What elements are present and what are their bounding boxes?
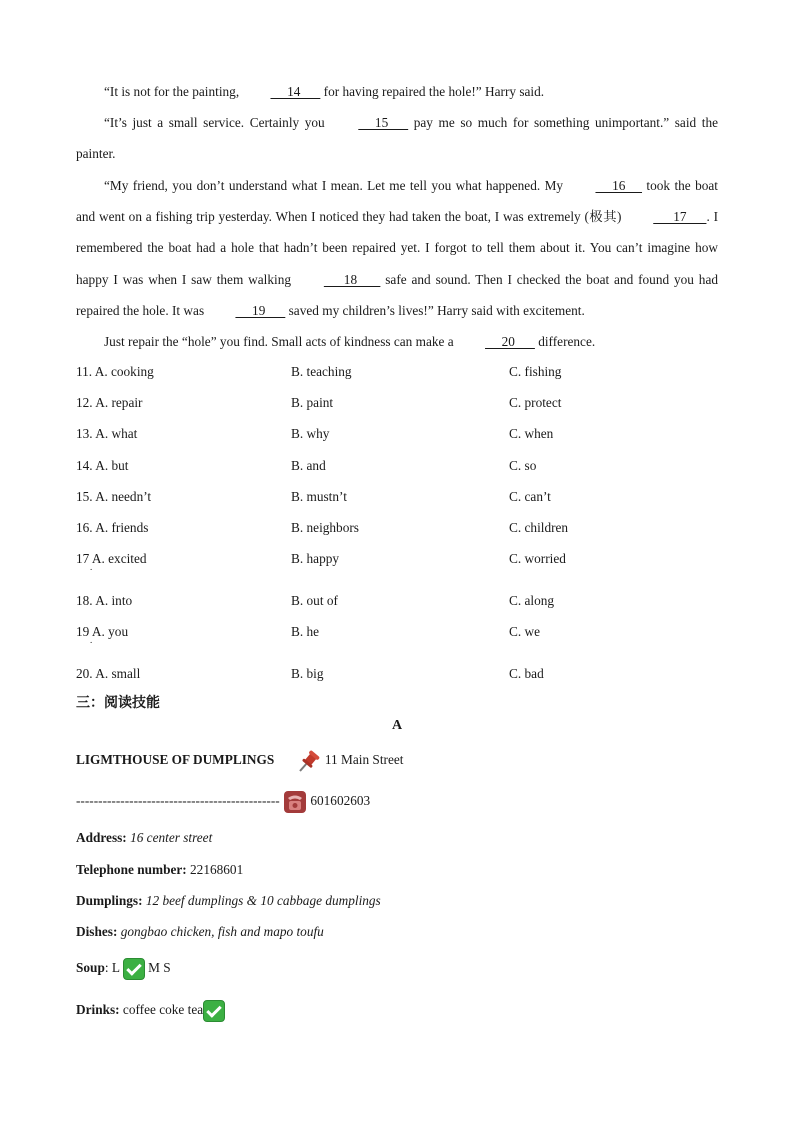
- question-17-options: [76, 549, 718, 572]
- dumplings-line: [76, 891, 381, 911]
- blank-15: 15: [358, 115, 409, 130]
- passage-text: for having repaired the hole!” Harry said.: [320, 84, 545, 99]
- option-c: C. protect: [509, 395, 562, 410]
- passage-text: “It is not for the painting,: [104, 84, 243, 99]
- blank-20: 20: [485, 334, 535, 349]
- soup-line: [76, 955, 171, 981]
- question-14-options: [76, 456, 718, 476]
- question-20-options: [76, 664, 718, 684]
- telephone-label: Telephone number:: [76, 862, 187, 877]
- dishes-line: [76, 922, 324, 942]
- question-12-options: [76, 393, 718, 413]
- telephone-icon: [283, 790, 307, 814]
- pushpin-icon: [296, 748, 322, 774]
- drinks-line: [76, 997, 225, 1023]
- option-a: 16. A. friends: [76, 520, 149, 535]
- option-b: B. neighbors: [291, 520, 359, 535]
- divider-dashes: ----------------------------------------------: [76, 793, 280, 808]
- passage-text: “It’s just a small service. Certainly you: [104, 115, 331, 130]
- drinks-value: coffee coke tea: [122, 1002, 204, 1017]
- option-c: C. children: [509, 520, 569, 535]
- check-mark-icon: [203, 1000, 225, 1022]
- passage-text: “My friend, you don’t understand what I mean. Let me tell you what happened. My: [104, 178, 568, 193]
- telephone-value: 22168601: [190, 862, 244, 877]
- soup-size-ms: M S: [148, 960, 171, 975]
- option-b: B. why: [291, 426, 330, 441]
- option-b: B. he: [291, 624, 320, 639]
- option-a: 14. A. but: [76, 458, 129, 473]
- restaurant-name: LIGMTHOUSE OF DUMPLINGS: [76, 752, 275, 767]
- stray-dot: .: [90, 635, 93, 645]
- phone-number: 601602603: [310, 793, 371, 808]
- blank-17: 17: [653, 209, 707, 225]
- stray-dot: .: [90, 562, 93, 572]
- option-a: 18. A. into: [76, 593, 133, 608]
- question-19-options: [76, 622, 718, 645]
- option-a: 11. A. cooking: [76, 364, 154, 379]
- option-b: B. teaching: [291, 364, 352, 379]
- option-b: B. and: [291, 458, 326, 473]
- blank-14: 14: [270, 84, 321, 99]
- passage-paragraph-3: [76, 170, 718, 326]
- passage-text: safe and sound. Then I checked the boat and found you had repaired the hole. It was: [76, 271, 719, 318]
- option-a: 15. A. needn’t: [76, 489, 152, 504]
- soup-label: Soup: [76, 960, 105, 975]
- soup-size-l: : L: [104, 960, 120, 975]
- telephone-line: [76, 860, 243, 880]
- passage-text: pay me so much for something unimportant.” said the painter.: [76, 115, 719, 162]
- option-c: C. worried: [509, 551, 566, 566]
- drinks-label: Drinks:: [76, 1002, 120, 1017]
- address-label: Address:: [76, 830, 127, 845]
- passage-text: saved my children’s lives!” Harry said with excitement.: [285, 302, 585, 318]
- blank-16: 16: [595, 178, 643, 193]
- dishes-value: gongbao chicken, fish and mapo toufu: [120, 924, 324, 939]
- option-b: B. mustn’t: [291, 489, 347, 504]
- option-b: B. paint: [291, 395, 334, 410]
- restaurant-header: [76, 746, 403, 774]
- option-b: B. out of: [291, 593, 338, 608]
- option-a: 17 A. excited: [76, 551, 147, 566]
- phone-line: [76, 788, 370, 814]
- option-a: 19 A. you: [76, 624, 129, 639]
- dumplings-value: 12 beef dumplings & 10 cabbage dumplings: [145, 893, 381, 908]
- question-18-options: [76, 591, 718, 611]
- option-a: 20. A. small: [76, 666, 141, 681]
- passage-text: . I remembered the boat had a hole that hadn’t been repaired yet. I forgot to tell them about it. You can’t imagine how happy I was when I saw them walking: [76, 209, 719, 287]
- option-b: B. big: [291, 666, 324, 681]
- option-a: 13. A. what: [76, 426, 138, 441]
- passage-paragraph-4: [76, 326, 718, 357]
- address-line: [76, 828, 212, 848]
- passage-text: Just repair the “hole” you find. Small acts of kindness can make a: [104, 334, 458, 349]
- option-c: C. fishing: [509, 364, 562, 379]
- passage-paragraph-2: [76, 107, 718, 169]
- dumplings-label: Dumplings:: [76, 893, 143, 908]
- option-c: C. we: [509, 624, 541, 639]
- question-11-options: [76, 362, 718, 382]
- option-c: C. along: [509, 593, 555, 608]
- question-15-options: [76, 487, 718, 507]
- option-a: 12. A. repair: [76, 395, 143, 410]
- option-c: C. bad: [509, 666, 544, 681]
- question-16-options: [76, 518, 718, 538]
- option-c: C. can’t: [509, 489, 551, 504]
- option-c: C. so: [509, 458, 537, 473]
- option-c: C. when: [509, 426, 554, 441]
- passage-letter-heading: A: [391, 718, 403, 733]
- passage-text: difference.: [534, 334, 596, 349]
- location-text: 11 Main Street: [324, 752, 404, 767]
- section-title: 三：阅读技能: [76, 695, 160, 711]
- blank-19: 19: [235, 302, 286, 318]
- check-mark-icon: [123, 958, 145, 980]
- address-value: 16 center street: [130, 830, 213, 845]
- question-13-options: [76, 424, 718, 444]
- passage-paragraph-1: [76, 76, 718, 107]
- passage-text: took the boat and went on a fishing trip yesterday. When I noticed they had taken the boat, I was extremely (极其): [76, 178, 718, 225]
- blank-18: 18: [323, 271, 381, 287]
- option-b: B. happy: [291, 551, 340, 566]
- dishes-label: Dishes:: [76, 924, 118, 939]
